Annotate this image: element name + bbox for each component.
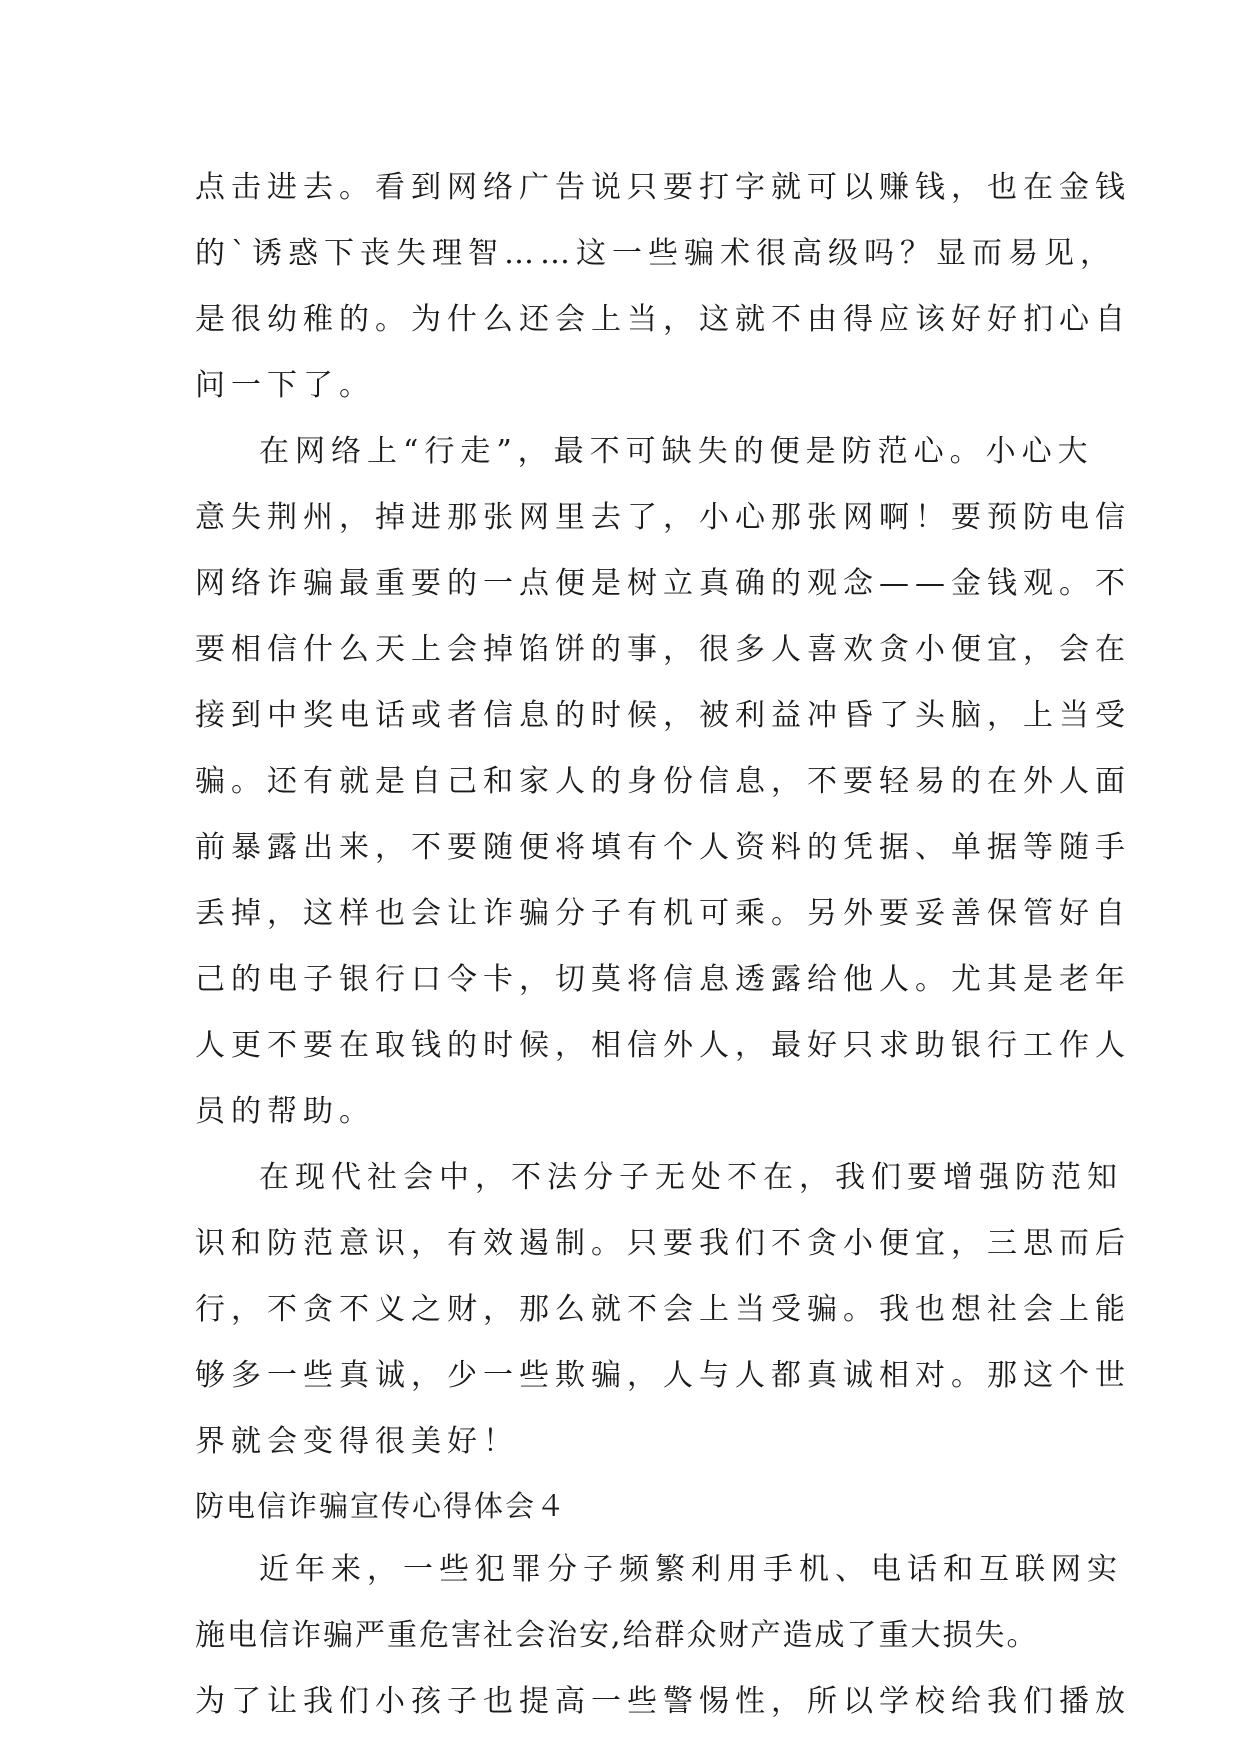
text-line: 要相信什么天上会掉馅饼的事，很多人喜欢贪小便宜，会在 bbox=[195, 632, 1131, 667]
paragraph bbox=[195, 1537, 1131, 1735]
text-line: 员的帮助。 bbox=[195, 1094, 375, 1129]
text-line: 的`诱惑下丧失理智……这一些骗术很高级吗？显而易见， bbox=[195, 236, 1116, 271]
text-line: 行，不贪不义之财，那么就不会上当受骗。我也想社会上能 bbox=[195, 1292, 1131, 1327]
text-line: 在网络上“行走”，最不可缺失的便是防范心。小心大 bbox=[259, 434, 1094, 469]
text-line: 前暴露出来，不要随便将填有个人资料的凭据、单据等随手 bbox=[195, 830, 1131, 865]
paragraph bbox=[195, 1145, 1131, 1475]
section-heading: 防电信诈骗宣传心得体会４ bbox=[195, 1489, 568, 1523]
text-line: 骗。还有就是自己和家人的身份信息，不要轻易的在外人面 bbox=[195, 764, 1131, 799]
text-line: 近年来，一些犯罪分子频繁利用手机、电话和互联网实 bbox=[259, 1552, 1123, 1587]
text-line: 网络诈骗最重要的一点便是树立真确的观念——金钱观。不 bbox=[195, 566, 1131, 601]
text-line: 问一下了。 bbox=[195, 368, 375, 403]
text-line: 为了让我们小孩子也提高一些警惕性，所以学校给我们播放 bbox=[195, 1684, 1131, 1719]
document-body bbox=[195, 155, 1131, 1735]
paragraph bbox=[195, 155, 1131, 419]
text-line: 己的电子银行口令卡，切莫将信息透露给他人。尤其是老年 bbox=[195, 962, 1131, 997]
text-line: 在现代社会中，不法分子无处不在，我们要增强防范知 bbox=[259, 1160, 1123, 1195]
text-line: 意失荆州，掉进那张网里去了，小心那张网啊！要预防电信 bbox=[195, 500, 1131, 535]
text-line: 人更不要在取钱的时候，相信外人，最好只求助银行工作人 bbox=[195, 1028, 1131, 1063]
text-line: 界就会变得很美好！ bbox=[195, 1424, 519, 1459]
text-line: 点击进去。看到网络广告说只要打字就可以赚钱，也在金钱 bbox=[195, 170, 1131, 205]
text-line: 丢掉，这样也会让诈骗分子有机可乘。另外要妥善保管好自 bbox=[195, 896, 1131, 931]
text-line: 够多一些真诚，少一些欺骗，人与人都真诚相对。那这个世 bbox=[195, 1358, 1131, 1393]
paragraph bbox=[195, 419, 1131, 1145]
text-line: 接到中奖电话或者信息的时候，被利益冲昏了头脑，上当受 bbox=[195, 698, 1131, 733]
text-line: 是很幼稚的。为什么还会上当，这就不由得应该好好扪心自 bbox=[195, 302, 1131, 337]
text-line: 识和防范意识，有效遏制。只要我们不贪小便宜，三思而后 bbox=[195, 1226, 1131, 1261]
text-line: 施电信诈骗严重危害社会治安,给群众财产造成了重大损失。 bbox=[195, 1618, 1039, 1653]
